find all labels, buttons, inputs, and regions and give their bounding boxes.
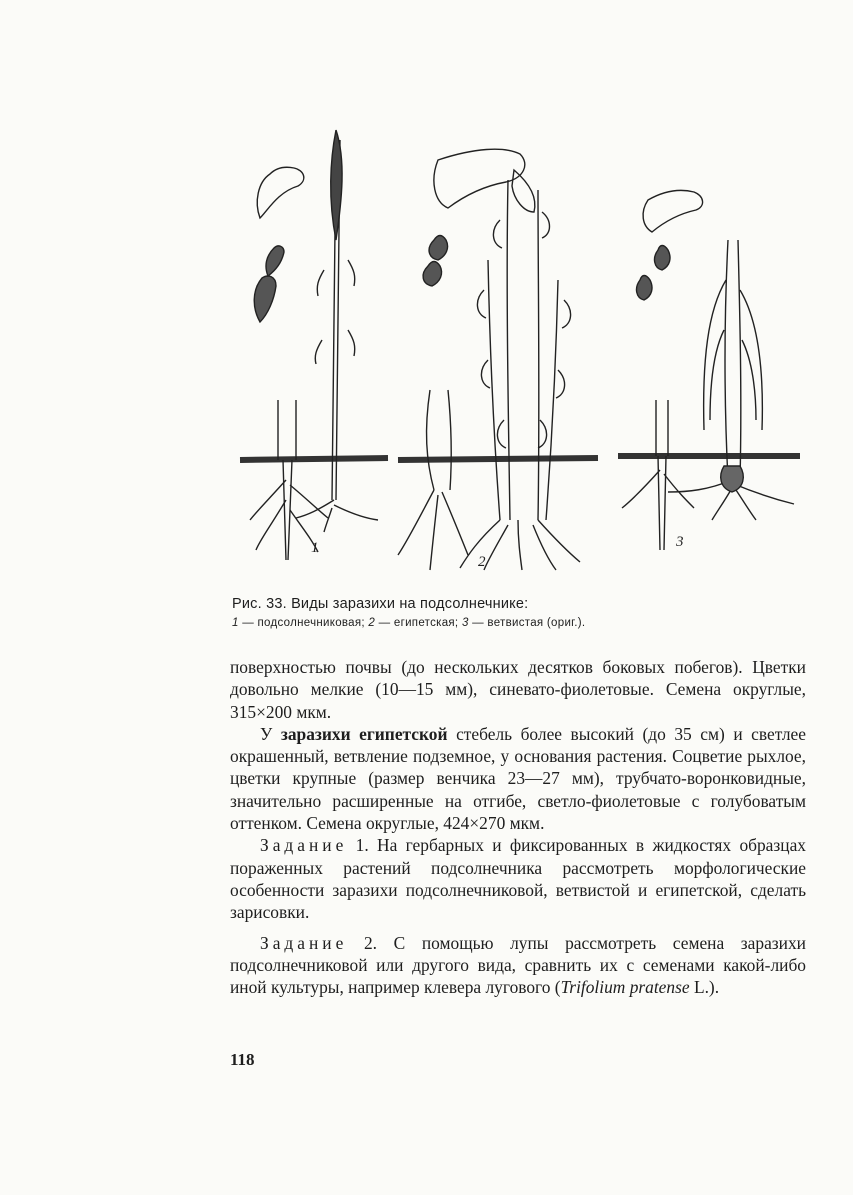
task-1 [230,834,806,923]
plant-2-drawing [398,149,580,570]
soil-line-1 [240,458,388,460]
paragraph-1: поверхностью почвы (до нескольких десятков боковых побегов). Цветки довольно мелкие (10—15 мм), синевато-фиолетовые. Семена округлые, 315×200 мкм. [230,657,806,722]
task-1-text: 1. На гербарных и фиксированных в жидкостях образцах пораженных растений подсолнечника рассмотреть морфологические особенности заразихи подсолнечниковой, ветвистой и египетской, сделать зарисовки. [230,835,806,923]
task-2-latin-name: Trifolium pratense [560,977,690,998]
p2-bold-term: заразихи египетской [280,723,448,744]
legend-num-3: 3 [461,617,469,629]
caption-title: Рис. 33. Виды заразихи на подсолнечнике: [232,596,529,612]
legend-text-3: — ветвистая (ориг.). [468,617,586,629]
plant-3-drawing [622,190,794,550]
caption-legend [232,614,812,632]
p2-text: стебель более высокий (до 35 см) и светлее окрашенный, ветвление подземное, у основания растения. Соцветие рыхлое, цветки крупные (размер венчика 23—27 мм), трубчато-воронковидные, значительно расширенные на отгибе, светло-фиолетовые с голубоватым оттенком. Семена округлые, 424×270 мкм. [230,723,806,834]
figure-caption [232,594,812,632]
legend-num-1: 1 [232,617,239,629]
plant-1-drawing [250,130,378,560]
task-2-end: L.). [689,977,720,998]
paragraph-2 [230,723,806,834]
body-text [230,656,806,998]
task-1-label: Задание [260,835,348,856]
page-number: 118 [230,1050,255,1069]
task-2-text: 2. С помощью лупы рассмотреть семена заразихи подсолнечниковой или другого вида, сравнить их с семенами какой-либо иной культуры, например клевера лугового ( [230,932,806,998]
figure-label-1: 1 [311,540,319,556]
task-2 [230,932,806,999]
task-2-label: Задание [260,932,348,953]
figure-broomrape-species [238,100,803,580]
illustration [238,100,803,580]
figure-label-2: 2 [478,554,486,570]
legend-num-2: 2 [368,617,376,629]
legend-text-1: — подсолнечниковая; [238,617,369,629]
legend-text-2: — египетская; [375,617,462,629]
figure-label-3: 3 [676,534,684,550]
p2-lead: У [260,723,281,744]
